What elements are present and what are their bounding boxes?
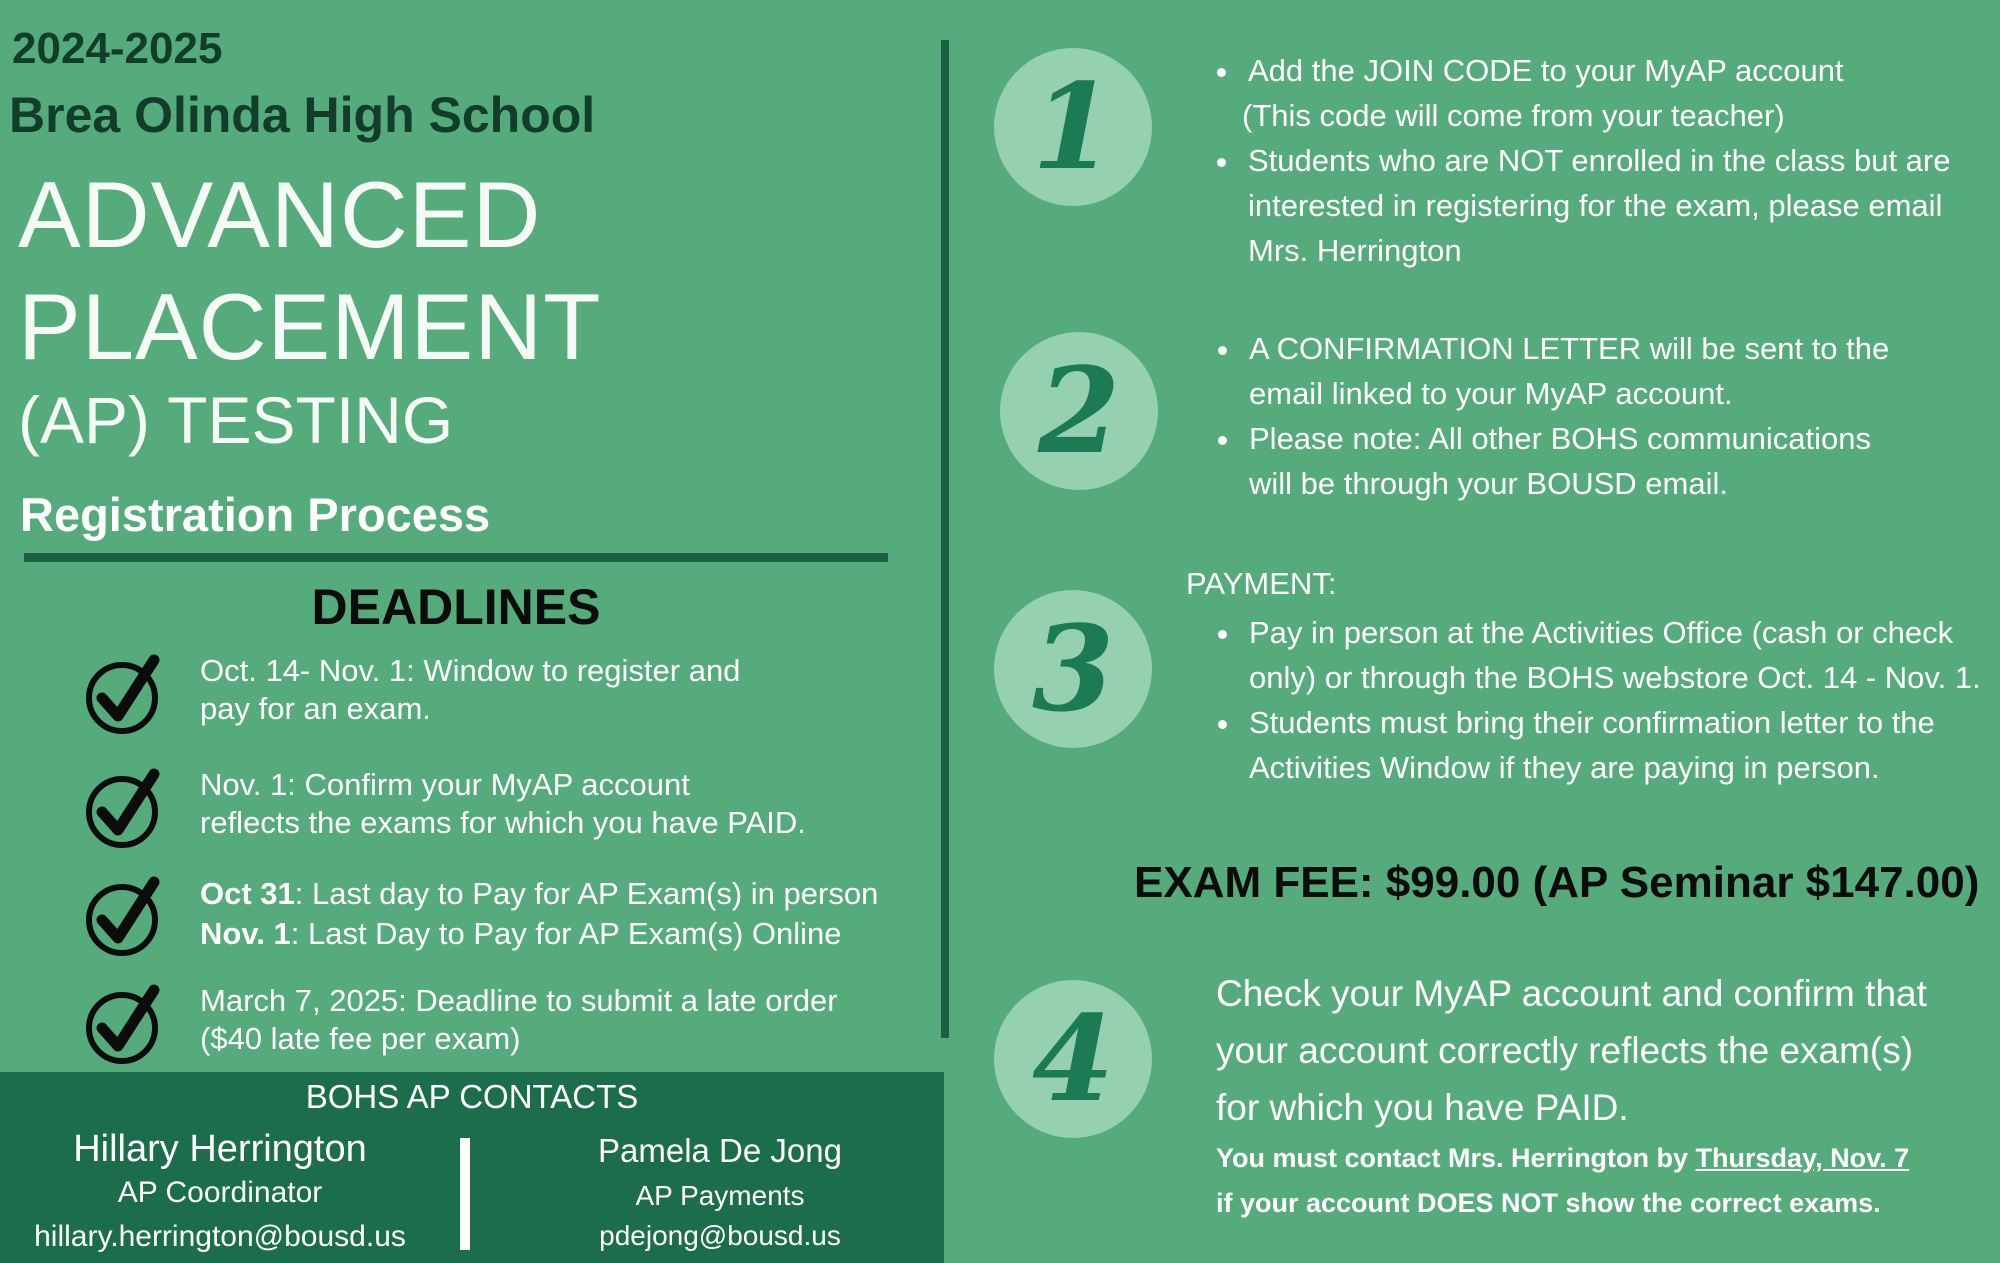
step-3-circle xyxy=(994,590,1152,748)
section-divider xyxy=(24,553,888,562)
step-number: 2 xyxy=(1037,341,1121,480)
step-text: (This code will come from your teacher) xyxy=(1242,98,1785,133)
step-4-note xyxy=(1216,1136,1976,1226)
contact-name: Hillary Herrington xyxy=(73,1128,367,1170)
deadline-line: Nov. 1: Confirm your MyAP account xyxy=(200,767,690,802)
step-2-content xyxy=(1211,326,1911,506)
deadline-line: pay for an exam. xyxy=(200,691,431,726)
step-4-main-text: Check your MyAP account and confirm that your account correctly reflects the exam(s) for which you have PAID. xyxy=(1216,973,1927,1128)
title-placement: PLACEMENT xyxy=(18,274,602,379)
step-1-content xyxy=(1210,48,1970,273)
deadline-line: March 7, 2025: Deadline to submit a late order xyxy=(200,983,838,1018)
exam-fee: EXAM FEE: $99.00 (AP Seminar $147.00) xyxy=(1134,858,1980,907)
step-number: 3 xyxy=(1031,599,1115,738)
step-text: Add the JOIN CODE to your MyAP account xyxy=(1248,53,1844,88)
list-item: • A CONFIRMATION LETTER will be sent to the email linked to your MyAP account. xyxy=(1243,326,1911,416)
note-text: You must contact Mrs. Herrington by xyxy=(1216,1143,1696,1173)
contact-role: AP Coordinator xyxy=(117,1176,323,1209)
registration-process-heading: Registration Process xyxy=(20,488,491,541)
contact-name: Pamela De Jong xyxy=(598,1132,842,1169)
deadline-line: Oct. 14- Nov. 1: Window to register and xyxy=(200,653,741,688)
deadline-text xyxy=(200,982,838,1058)
step-number: 4 xyxy=(1031,989,1115,1128)
deadline-text xyxy=(200,874,878,954)
list-item xyxy=(1242,48,1970,138)
year-heading: 2024-2025 xyxy=(12,24,223,73)
checkmark-icon xyxy=(84,766,164,850)
step-1-circle xyxy=(994,48,1152,206)
title-advanced: ADVANCED xyxy=(18,162,542,267)
deadline-line: ($40 late fee per exam) xyxy=(200,1021,521,1056)
deadline-text xyxy=(200,766,806,842)
contacts-divider xyxy=(460,1138,470,1250)
deadline-date: Oct 31 xyxy=(200,876,295,911)
deadline-item xyxy=(84,874,914,964)
deadline-item xyxy=(84,652,914,742)
column-divider xyxy=(941,40,949,1038)
title-ap-testing: (AP) TESTING xyxy=(18,383,454,457)
contact-email: hillary.herrington@bousd.us xyxy=(34,1220,406,1253)
step-4-circle xyxy=(994,980,1152,1138)
checkmark-icon xyxy=(84,652,164,736)
list-item: • Pay in person at the Activities Office (cash or check only) or through the BOHS webstore Oct. 14 - Nov. 1. xyxy=(1243,610,2000,700)
payment-label: PAYMENT: xyxy=(1186,566,1337,601)
list-item: • Please note: All other BOHS communications will be through your BOUSD email. xyxy=(1243,416,1911,506)
checkmark-icon xyxy=(84,982,164,1066)
deadline-item xyxy=(84,766,914,856)
contact-role: AP Payments xyxy=(635,1180,805,1211)
list-item: • Students must bring their confirmation letter to the Activities Window if they are paying in person. xyxy=(1243,700,2000,790)
deadline-line: reflects the exams for which you have PAID. xyxy=(200,805,806,840)
checkmark-icon xyxy=(84,874,164,958)
deadline-item xyxy=(84,982,914,1072)
step-number: 1 xyxy=(1031,57,1115,196)
note-date: Thursday, Nov. 7 xyxy=(1695,1143,1910,1173)
deadline-line: : Last Day to Pay for AP Exam(s) Online xyxy=(290,916,842,951)
list-item: • Students who are NOT enrolled in the class but are interested in registering for the exam, please email Mrs. Herrington xyxy=(1242,138,1970,273)
contacts-heading: BOHS AP CONTACTS xyxy=(305,1078,639,1115)
deadlines-heading: DEADLINES xyxy=(311,579,601,635)
note-text: if your account DOES NOT show the correct exams. xyxy=(1216,1188,1881,1218)
deadline-line: : Last day to Pay for AP Exam(s) in person xyxy=(294,876,879,911)
deadline-date: Nov. 1 xyxy=(200,916,291,951)
step-2-circle xyxy=(1000,332,1158,490)
step-3-content xyxy=(1211,610,2000,790)
contact-email: pdejong@bousd.us xyxy=(599,1220,841,1251)
school-name: Brea Olinda High School xyxy=(9,87,596,143)
deadline-text xyxy=(200,652,740,728)
